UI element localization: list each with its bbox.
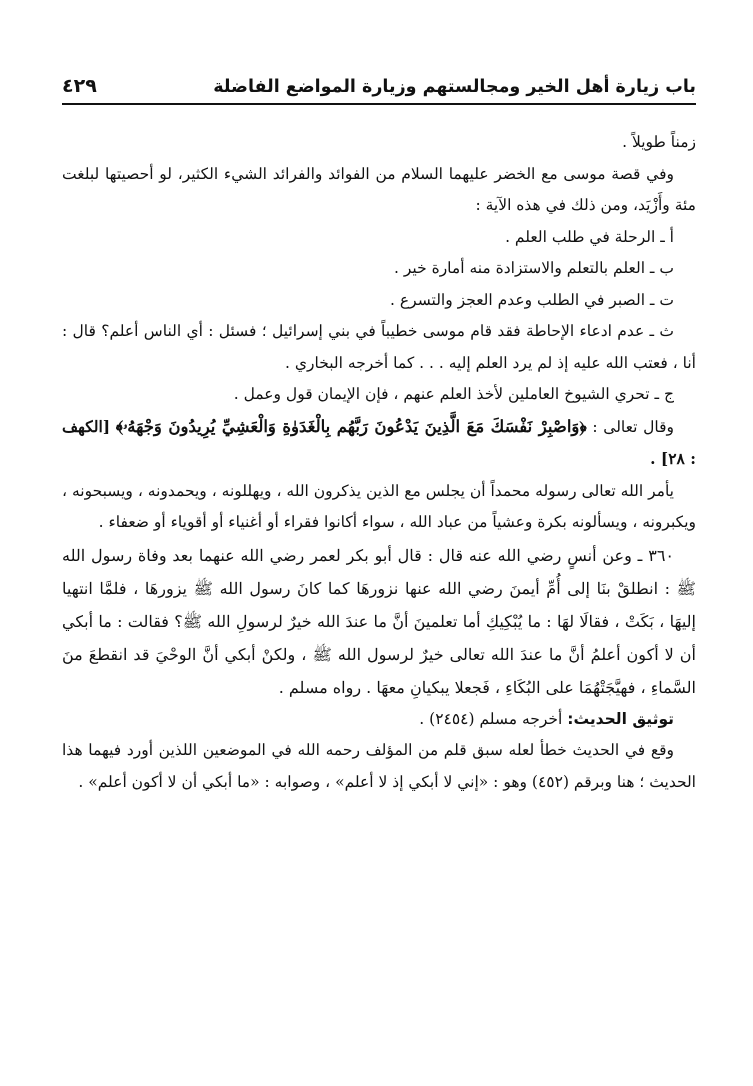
benefit-item-a: أ ـ الرحلة في طلب العلم .: [505, 227, 674, 246]
tawthiq-paragraph: [62, 704, 696, 736]
page-header: [62, 55, 696, 105]
page-body: [62, 127, 696, 798]
running-title: باب زيارة أهل الخير ومجالستهم وزيارة المواضع الفاضلة: [213, 77, 696, 97]
error-note-paragraph: وقع في الحديث خطأ لعله سبق قلم من المؤلف رحمه الله في الموضعين اللذين أورد فيهما هذا الحديث ؛ هنا وبرقم (٤٥٢) وهو : «إني لا أبكي إذ لا أعلم» ، وصوابه : «ما أبكي أن لا أكون أعلم» .: [62, 741, 696, 791]
quran-reference: [الكهف : ٢٨] .: [62, 416, 696, 468]
paragraph-continuation: زمناً طويلاً .: [622, 133, 696, 151]
benefit-item-j: ج ـ تحري الشيوخ العاملين لأخذ العلم عنهم ، فإن الإيمان قول وعمل .: [233, 385, 674, 403]
quran-paragraph: [62, 411, 696, 476]
quran-verse: ﴿وَاصْبِرْ نَفْسَكَ مَعَ الَّذِينَ يَدْعُونَ رَبَّهُم بِالْغَدَوٰةِ وَالْعَشِيِّ يُرِيدُونَ وَجْهَهُۥ﴾: [115, 416, 587, 436]
page-number: ٤٢٩: [62, 75, 97, 97]
tawthiq-label: توثيق الحديث:: [567, 709, 674, 728]
quran-intro: وقال تعالى :: [592, 417, 674, 436]
benefit-item-t: ت ـ الصبر في الطلب وعدم العجز والتسرع .: [390, 290, 674, 309]
tawthiq-text: أخرجه مسلم (٢٤٥٤) .: [419, 709, 563, 728]
benefit-item-b: ب ـ العلم بالتعلم والاستزادة منه أمارة خير .: [393, 259, 674, 277]
book-page: [62, 55, 696, 798]
commentary-paragraph: يأمر الله تعالى رسوله محمداً أن يجلس مع الذين يذكرون الله ، ويهللونه ، ويحمدونه ، ويسبحونه ، ويكبرونه ، ويسألونه بكرة وعشياً من عباد الله ، سواء أكانوا فقراء أو أغنياء أو أقوياء أو ضعفاء .: [62, 481, 696, 531]
paragraph-benefits-intro: وفي قصة موسى مع الخضر عليهما السلام من الفوائد والفرائد الشيء الكثير، لو أحصيتها لبلغت مئة وأَزْيَد، ومن ذلك في هذه الآية :: [62, 164, 696, 214]
hadith-360: ٣٦٠ ـ وعن أنسٍ رضي الله عنه قال : قال أبو بكر لعمر رضي الله عنهما بعد وفاة رسول الله ﷺ : انطلقْ بنَا إلى أُمِّ أيمنَ رضي الله عنها نزورهَا كما كانَ رسول الله ﷺ يزورهَا ، فلمَّا انتهيا إليهَا ، بَكَتْ ، فقالَا لهَا : ما يُبْكِيكِ أما تعلمينَ أنَّ ما عندَ الله خيرٌ لرسولِ الله ﷺ؟ فقالت : ما أبكي أن لا أكون أعلمُ أنَّ ما عندَ الله تعالى خيرٌ لرسول الله ﷺ ، ولكنْ أبكي أنَّ الوحْيَ قد انقطعَ منَ السَّماءِ ، فهيَّجَتْهُمَا على البُكَاءِ ، فَجعلا يبكيانِ معهَا . رواه مسلم .: [62, 545, 696, 697]
benefit-item-th: ث ـ عدم ادعاء الإحاطة فقد قام موسى خطيباً في بني إسرائيل ؛ فسئل : أي الناس أعلم؟ قال : أنا ، فعتب الله عليه إذ لم يرد العلم إليه . . . كما أخرجه البخاري .: [62, 322, 696, 372]
